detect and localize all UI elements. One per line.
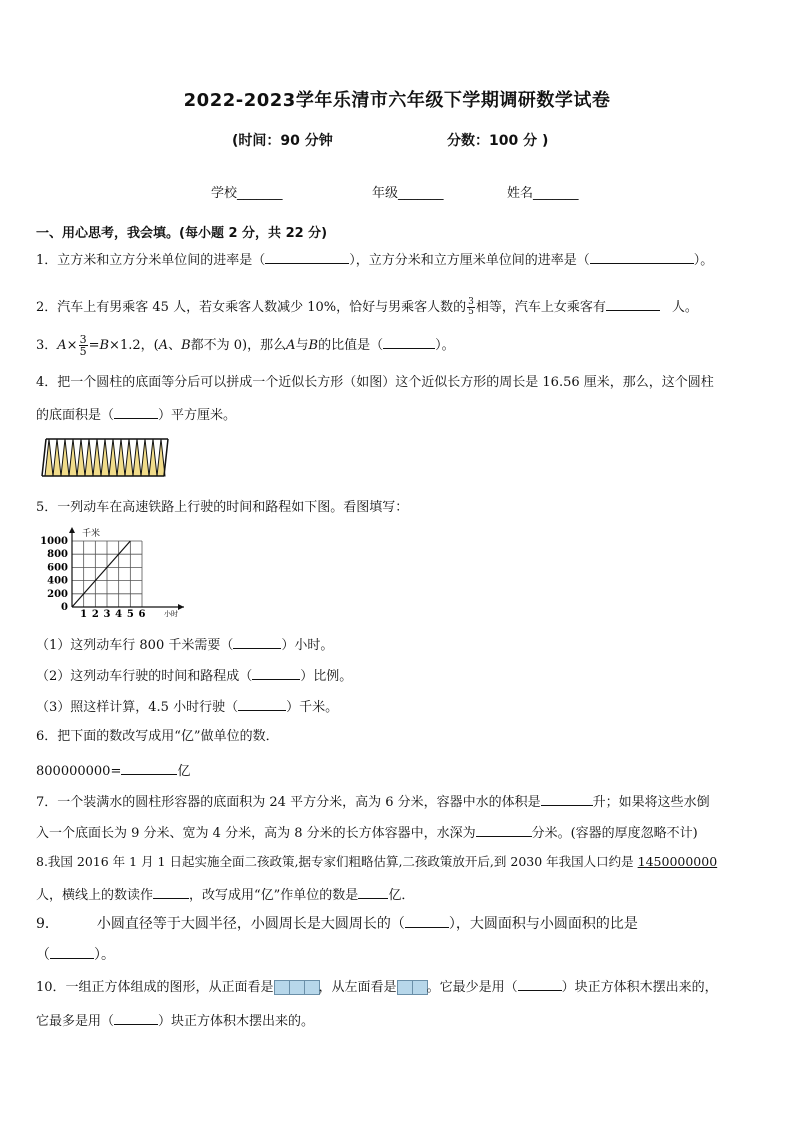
rectangle-teeth: [45, 439, 165, 476]
q3-var-a2: A: [158, 338, 169, 353]
question-2: [36, 296, 698, 317]
rectangle-sector: [93, 439, 101, 476]
x-axis-arrow: [178, 604, 184, 610]
section-heading: 一、用心思考，我会填。(每小题 2 分，共 22 分): [36, 226, 328, 241]
name-field: 姓名_______: [507, 186, 579, 201]
q7-text-b: 升；如果将这些水倒: [592, 795, 710, 810]
q5-p1-text-b: ）小时。: [281, 638, 334, 653]
q2-text-b: 相等，汽车上女乘客有: [475, 300, 606, 315]
rectangle-sector: [101, 439, 109, 476]
q2-frac-num: 3: [468, 297, 474, 307]
q1-text-b: ），立方分米和立方厘米单位间的进率是（: [349, 253, 590, 268]
exam-score: 分数：100 分 ): [447, 133, 549, 149]
question-9-line-2: [36, 944, 115, 964]
x-tick-label: 1: [80, 609, 88, 618]
q9-text-d: （: [36, 947, 50, 963]
q3-var-a: A: [57, 338, 67, 353]
question-5-part-3: [36, 696, 338, 717]
q7-blank-2[interactable]: [476, 822, 532, 837]
x-tick-label: 6: [138, 609, 146, 618]
q3-frac-den: 5: [79, 345, 87, 358]
rectangle-sector: [45, 439, 53, 476]
q5-p2-blank[interactable]: [252, 665, 300, 680]
q3-comma: 、: [168, 338, 182, 353]
q3-fraction: [79, 334, 88, 357]
q3-label: 3．: [36, 338, 58, 353]
q9-blank-2[interactable]: [50, 944, 94, 959]
chart-x-ticks: [80, 609, 145, 618]
rectangle-sector: [125, 439, 133, 476]
x-tick-label: 2: [91, 609, 99, 618]
q10-text-c: 。它最少是用（: [426, 980, 518, 995]
question-5-intro: 5．一列动车在高速铁路上行驶的时间和路程如下图。看图填写：: [36, 500, 409, 515]
rectangle-sector: [141, 439, 149, 476]
x-tick-label: 4: [115, 609, 123, 618]
q9-text-b: 小圆直径等于大圆半径，小圆周长是大圆周长的（: [96, 916, 405, 932]
rect-right-edge: [164, 439, 168, 476]
front-view-figure: [274, 980, 319, 995]
question-9-line-1: [36, 913, 638, 933]
q10-text-d: ）块正方体积木摆出来的，: [561, 980, 718, 995]
q4-text-b: ）平方厘米。: [158, 408, 237, 423]
x-axis-label: 小时: [164, 610, 178, 618]
q2-blank[interactable]: [606, 296, 660, 311]
q3-equals: =: [88, 338, 100, 353]
q3-var-b: B: [99, 338, 110, 353]
q5-p2-text-b: ）比例。: [300, 669, 353, 684]
q3-frac-num: 3: [79, 333, 87, 346]
q4-blank[interactable]: [114, 404, 158, 419]
front-view-cube: [274, 980, 290, 995]
q10-text-a: 10．一组正方体组成的图形，从正面看是: [36, 980, 274, 995]
q5-p2-text-a: （2）这列动车行驶的时间和路程成（: [36, 669, 253, 684]
chart-axes: [69, 527, 184, 610]
q7-text-c: 入一个底面长为 9 分米、宽为 4 分米，高为 8 分米的长方体容器中，水深为: [36, 826, 476, 841]
q6-text-a: 800000000=: [36, 764, 122, 779]
q8-text-c: ，改写成用“亿”作单位的数是: [189, 888, 359, 903]
q9-text-e: ）。: [94, 947, 115, 963]
q8-text-b: 人，横线上的数读作: [36, 888, 154, 903]
question-7-line-1: [36, 791, 710, 812]
q6-text-b: 亿: [177, 764, 191, 779]
q1-blank-2[interactable]: [590, 249, 694, 264]
y-tick-label: 800: [47, 549, 68, 561]
q3-text-f: 的比值是（: [318, 338, 384, 353]
school-field: 学校_______: [211, 186, 283, 201]
exam-title: 2022-2023学年乐清市六年级下学期调研数学试卷: [183, 90, 611, 111]
q5-p3-text-a: （3）照这样计算，4.5 小时行驶（: [36, 700, 239, 715]
q3-var-a3: A: [286, 338, 296, 353]
q3-text-b: ×1.2，(: [109, 338, 159, 353]
rectangle-sector: [85, 439, 93, 476]
q10-text-e: 它最多是用（: [36, 1014, 115, 1029]
q6-blank[interactable]: [121, 760, 177, 775]
q2-frac-den: 5: [468, 307, 474, 317]
question-8-line-2: [36, 884, 414, 905]
question-5-part-2: [36, 665, 352, 686]
question-7-line-2: [36, 822, 698, 843]
q3-blank[interactable]: [383, 334, 435, 349]
rectangle-sector: [157, 439, 165, 476]
q2-text-a: 2．汽车上有男乘客 45 人，若女乘客人数减少 10%，恰好与男乘客人数的: [36, 300, 467, 315]
front-view-cube: [289, 980, 305, 995]
question-4-line-1: 4．把一个圆柱的底面等分后可以拼成一个近似长方形（如图）这个近似长方形的周长是 16.56 厘米，那么，这个圆柱: [36, 375, 714, 390]
q9-text-c: ），大圆面积与小圆面积的比是: [448, 916, 638, 932]
q7-text-a: 7．一个装满水的圆柱形容器的底面积为 24 平方分米，高为 6 分米，容器中水的体积是: [36, 795, 541, 810]
x-tick-label: 3: [103, 609, 111, 618]
q7-text-d: 分米。(容器的厚度忽略不计): [531, 826, 698, 841]
question-8-line-1: [36, 853, 717, 871]
y-tick-label: 600: [47, 562, 68, 574]
q9-blank-1[interactable]: [405, 913, 449, 928]
grade-field: 年级_______: [372, 186, 444, 201]
q8-population-number: 1450000000: [637, 854, 718, 869]
question-4-line-2: [36, 404, 236, 425]
q10-blank-2[interactable]: [114, 1010, 158, 1025]
q3-text-e: 与: [295, 338, 309, 353]
q10-text-f: ）块正方体积木摆出来的。: [158, 1014, 315, 1029]
q10-blank-1[interactable]: [518, 976, 562, 991]
distance-time-chart: [34, 526, 194, 618]
q5-p3-text-b: ）千米。: [286, 700, 339, 715]
q5-p1-text-a: （1）这列动车行 800 千米需要（: [36, 638, 234, 653]
q9-label: 9．: [36, 916, 59, 932]
y-tick-label: 1000: [40, 536, 68, 547]
q3-text-d: 都不为 0)，那么: [190, 338, 287, 353]
rectangle-sector: [133, 439, 141, 476]
q8-blank-1[interactable]: [153, 884, 189, 899]
q8-blank-2[interactable]: [358, 884, 388, 899]
question-6-answer: [36, 760, 190, 781]
q1-blank-1[interactable]: [265, 249, 349, 264]
q5-p3-blank[interactable]: [238, 696, 286, 711]
q3-var-b3: B: [308, 338, 319, 353]
question-10-line-1: [36, 976, 718, 997]
q1-text-c: ）。: [693, 253, 714, 268]
q8-text-d: 亿．: [388, 888, 415, 903]
q3-text-g: ）。: [435, 338, 455, 353]
q5-p1-blank[interactable]: [233, 634, 281, 649]
question-10-line-2: [36, 1010, 314, 1031]
q4-text-a: 的底面积是（: [36, 408, 115, 423]
rectangle-sector: [109, 439, 117, 476]
q10-text-b: ，从左面看是: [318, 980, 397, 995]
exam-time: (时间：90 分钟: [232, 133, 333, 149]
chart-series: [72, 541, 130, 607]
question-1: [36, 249, 713, 270]
left-view-cube: [412, 980, 428, 995]
question-3: [36, 334, 455, 357]
q1-text-a: 1．立方米和立方分米单位间的进率是（: [36, 253, 266, 268]
y-tick-label: 400: [47, 575, 68, 587]
q8-text-a: 8.我国 2016 年 1 月 1 日起实施全面二孩政策,据专家们粗略估算,二孩政策放开后,到 2030 年我国人口约是: [36, 854, 638, 869]
left-view-figure: [397, 980, 427, 995]
chart-grid: [72, 541, 142, 607]
question-6: 6．把下面的数改写成用“亿”做单位的数．: [36, 729, 279, 744]
y-axis-arrow: [69, 527, 75, 533]
y-tick-label: 200: [47, 588, 68, 600]
question-5-part-1: [36, 634, 333, 655]
q2-fraction: [467, 298, 475, 317]
q3-times: ×: [66, 338, 78, 353]
rectangle-sector: [149, 439, 157, 476]
y-axis-label: 千米: [82, 529, 101, 539]
front-view-cube: [304, 980, 320, 995]
rectangle-sector: [61, 439, 69, 476]
left-view-cube: [397, 980, 413, 995]
q7-blank-1[interactable]: [541, 791, 593, 806]
q2-text-c: 人。: [671, 300, 698, 315]
q3-var-b2: B: [181, 338, 191, 353]
approx-rectangle-figure: [40, 436, 170, 478]
x-tick-label: 5: [126, 609, 134, 618]
chart-y-ticks: [40, 536, 68, 613]
rectangle-sector: [117, 439, 125, 476]
distance-series-line: [72, 541, 130, 607]
rectangle-sector: [69, 439, 77, 476]
rectangle-sector: [53, 439, 61, 476]
y-tick-label: 0: [61, 602, 68, 613]
rectangle-sector: [77, 439, 85, 476]
